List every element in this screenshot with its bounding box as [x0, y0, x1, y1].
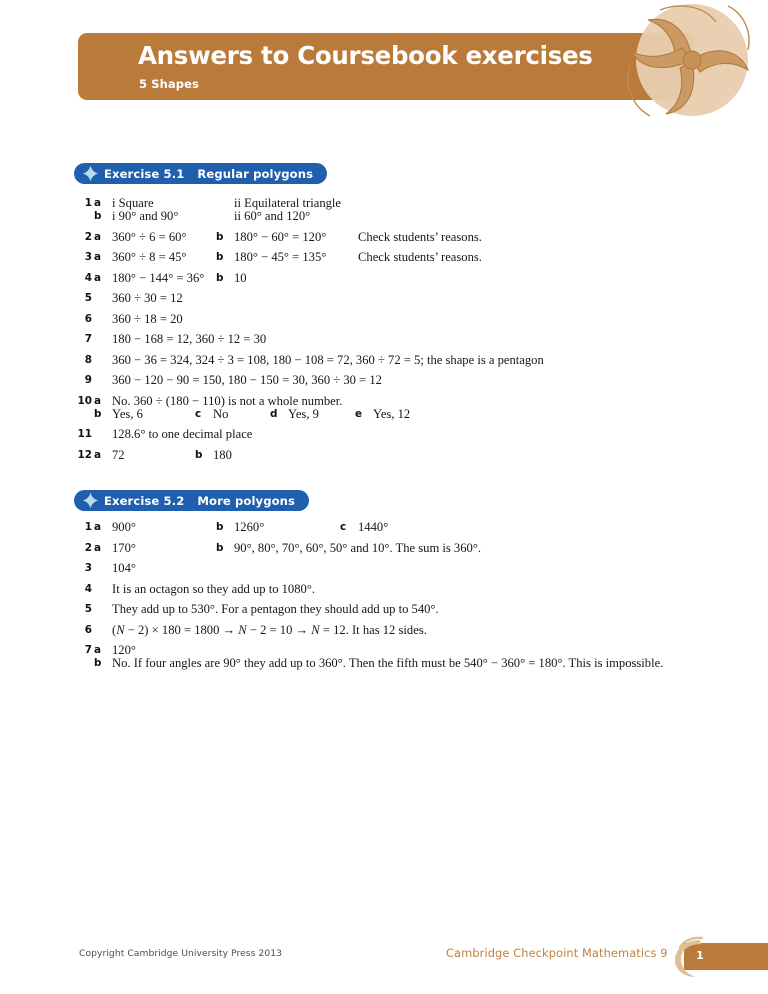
part-label: e: [355, 407, 363, 420]
answer-text: 180: [213, 447, 232, 462]
part-label: a: [94, 541, 102, 554]
part-label: a: [94, 271, 102, 284]
answer-text: 360 − 120 − 90 = 150, 180 − 150 = 30, 360 ÷ 30 = 12: [112, 373, 382, 387]
question-number: 4: [84, 582, 92, 595]
question-number: 12: [77, 448, 92, 461]
four-point-star-icon: [82, 165, 99, 182]
answer-text: Yes, 6: [112, 406, 143, 421]
part-label: c: [195, 407, 202, 420]
part-label: b: [216, 271, 224, 284]
answer-text: (N − 2) × 180 = 1800 → N − 2 = 10 → N = 12. It has 12 sides.: [112, 622, 427, 637]
question-number: 3: [84, 251, 92, 263]
answer-text: ii Equilateral triangle: [234, 196, 342, 210]
question-number: 9: [84, 374, 92, 386]
answer-text: 360° ÷ 8 = 45°: [112, 250, 187, 264]
part-label: d: [270, 407, 278, 420]
question-number: 4: [84, 271, 92, 284]
answer-text: 900°: [112, 520, 136, 534]
answer-text: Yes, 12: [373, 406, 411, 421]
answer-text: i 90° and 90°: [112, 209, 179, 223]
answer-text: 180° − 45° = 135°: [234, 250, 327, 264]
question-number: 7: [84, 333, 92, 345]
answer-text: 180° − 144° = 36°: [112, 270, 205, 285]
part-label: b: [216, 521, 224, 533]
answer-text: They add up to 530°. For a pentagon they should add up to 540°.: [112, 602, 439, 616]
answer-text: 120°: [112, 643, 136, 657]
part-label: a: [94, 197, 102, 209]
part-label: b: [216, 251, 224, 263]
question-number: 5: [84, 292, 92, 304]
part-label: c: [340, 521, 347, 533]
part-label: b: [94, 657, 102, 669]
answer-text: Check students’ reasons.: [358, 229, 482, 244]
book-title-text: Cambridge Checkpoint Mathematics 9: [446, 946, 668, 960]
answer-text: No: [213, 406, 229, 421]
answer-text: ii 60° and 120°: [234, 209, 311, 223]
question-number: 1: [84, 521, 92, 533]
answer-text: 170°: [112, 540, 136, 555]
answer-text: 180 − 168 = 12, 360 ÷ 12 = 30: [112, 332, 267, 346]
part-label: a: [94, 644, 102, 656]
answer-text: Yes, 9: [288, 406, 319, 421]
question-number: 11: [77, 428, 92, 440]
exercise-header-pill: [74, 490, 309, 511]
exercise-label: Exercise 5.2: [104, 493, 185, 508]
part-label: b: [216, 230, 224, 243]
answer-text: 90°, 80°, 70°, 60°, 50° and 10°. The sum is 360°.: [234, 540, 482, 555]
answer-text: 1260°: [234, 520, 265, 534]
answer-text: 360 ÷ 18 = 20: [112, 311, 183, 326]
question-number: 6: [84, 312, 92, 325]
answer-text: 128.6° to one decimal place: [112, 427, 253, 441]
answer-text: No. If four angles are 90° they add up to 360°. Then the fifth must be 540° − 360° = 180°. This is impossible.: [112, 656, 664, 670]
exercise-label: Exercise 5.1: [104, 166, 185, 181]
copyright-text: Copyright Cambridge University Press 2013: [79, 948, 283, 959]
part-label: b: [216, 541, 224, 554]
part-label: a: [94, 448, 102, 461]
answer-text: Check students’ reasons.: [358, 250, 482, 264]
page-title: Answers to Coursebook exercises: [138, 41, 593, 70]
exercise-topic: More polygons: [197, 493, 296, 508]
answer-text: i Square: [112, 196, 154, 210]
answer-text: 104°: [112, 561, 136, 575]
four-point-star-icon: [82, 492, 99, 509]
answer-text: 360 ÷ 30 = 12: [112, 291, 183, 305]
question-number: 7: [84, 644, 92, 656]
question-number: 5: [84, 603, 92, 615]
question-number: 6: [84, 623, 92, 636]
question-number: 1: [84, 197, 92, 209]
part-label: b: [195, 448, 203, 461]
answer-text: It is an octagon so they add up to 1080°.: [112, 581, 316, 596]
question-number: 8: [84, 353, 92, 366]
chapter-subtitle: 5 Shapes: [139, 77, 199, 91]
answer-text: 1440°: [358, 520, 389, 534]
page-header: [0, 0, 768, 130]
answer-text: 360° ÷ 6 = 60°: [112, 229, 187, 244]
answer-text: 180° − 60° = 120°: [234, 229, 327, 244]
answer-text: 360 − 36 = 324, 324 ÷ 3 = 108, 180 − 108 = 72, 360 ÷ 72 = 5; the shape is a pentagon: [112, 352, 544, 367]
answer-text: No. 360 ÷ (180 − 110) is not a whole number.: [112, 393, 343, 408]
question-number: 2: [84, 230, 92, 243]
question-number: 2: [84, 541, 92, 554]
part-label: a: [94, 230, 102, 243]
part-label: b: [94, 210, 102, 222]
part-label: a: [94, 394, 102, 407]
answer-text: 10: [234, 270, 247, 285]
question-number: 3: [84, 562, 92, 574]
part-label: a: [94, 251, 102, 263]
part-label: a: [94, 521, 102, 533]
exercise-topic: Regular polygons: [197, 166, 314, 181]
page-number: 1: [696, 949, 704, 962]
part-label: b: [94, 407, 102, 420]
question-number: 10: [77, 394, 92, 407]
answer-text: 72: [112, 447, 125, 462]
exercise-header-pill: [74, 163, 327, 184]
